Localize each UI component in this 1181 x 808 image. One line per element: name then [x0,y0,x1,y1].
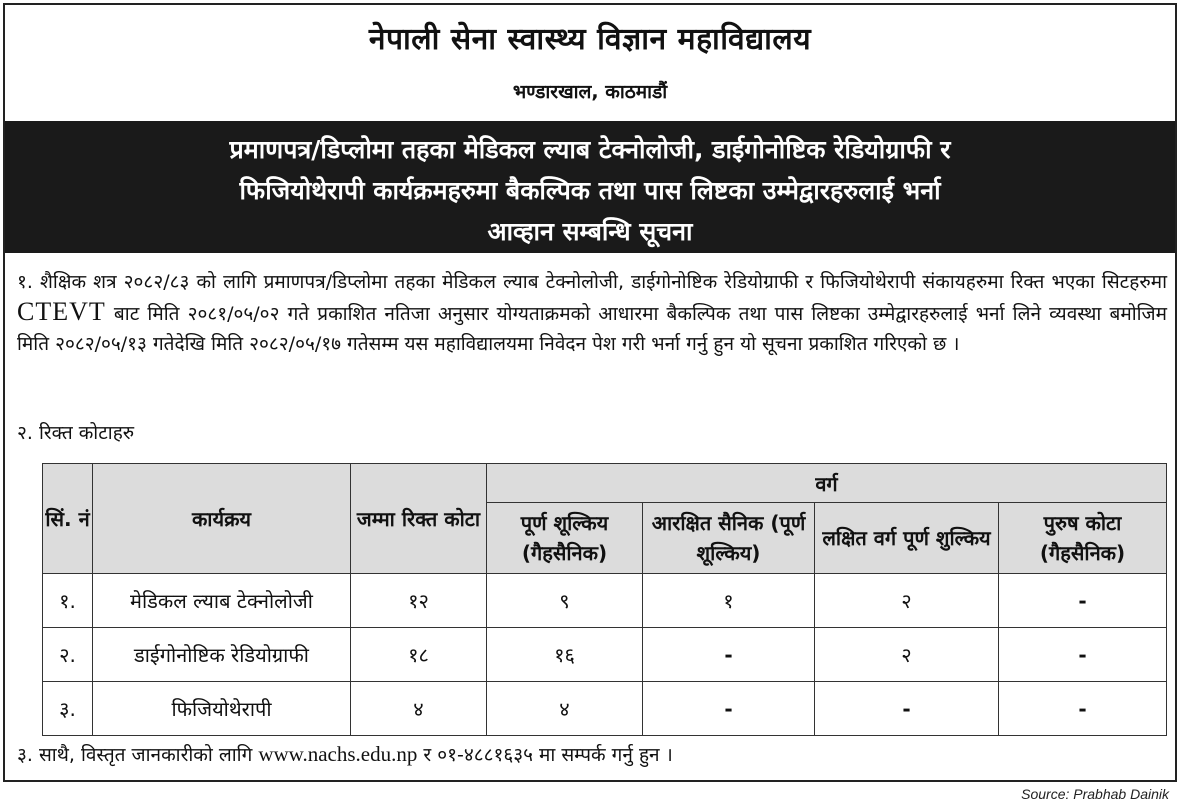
vacancy-table [42,463,1167,736]
header-serial-number: सिं. नं [43,464,93,574]
banner-line-2: फिजियोथेरापी कार्यक्रमहरुमा बैकल्पिक तथा पास लिष्टका उम्मेद्वारहरुलाई भर्ना [239,176,941,205]
paragraph-3 [17,741,673,767]
row-full-fee: ९ [487,574,643,628]
website-link[interactable]: www.nachs.edu.np [258,742,418,766]
row-program: मेडिकल ल्याब टेक्नोलोजी [93,574,351,628]
row-total: १८ [351,628,487,682]
org-name: नेपाली सेना स्वास्थ्य विज्ञान महाविद्यालय [368,22,812,57]
banner-line-1: प्रमाणपत्र/डिप्लोमा तहका मेडिकल ल्याब टेक्नोलोजी, डाईगोनोष्टिक रेडियोग्राफी र [229,135,951,164]
org-address: भण्डारखाल, काठमाडौं [512,81,668,103]
table-row [43,628,1167,682]
notice-frame [3,3,1177,782]
row-total: ४ [351,682,487,736]
row-full-fee: १६ [487,628,643,682]
header-program: कार्यक्रय [93,464,351,574]
row-serial: १. [43,574,93,628]
row-male: - [999,574,1167,628]
header-full-fee: पूर्ण शूल्किय (गैहसैनिक) [487,503,643,574]
row-program: डाईगोनोष्टिक रेडियोग्राफी [93,628,351,682]
header-reserved-military: आरक्षित सैनिक (पूर्ण शूल्किय) [643,503,815,574]
row-male: - [999,628,1167,682]
paragraph-3-end: र ०१-४८८१६३५ मा सम्पर्क गर्नु हुन । [423,744,673,766]
paragraph-1 [17,267,1167,359]
row-total: १२ [351,574,487,628]
row-targeted: २ [815,628,999,682]
table-row [43,574,1167,628]
row-targeted: २ [815,574,999,628]
row-reserved: १ [643,574,815,628]
row-program: फिजियोथेरापी [93,682,351,736]
table-row [43,682,1167,736]
row-serial: ३. [43,682,93,736]
row-serial: २. [43,628,93,682]
row-reserved: - [643,628,815,682]
paragraph-1-end: बाट मिति २०८१/०५/०२ गते प्रकाशित नतिजा अनुसार योग्यताक्रमको आधारमा बैकल्पिक तथा पास लिष्टका उम्मेद्वारहरुलाई भर्ना लिने व्यवस्था बमोजिम मिति २०८२/०५/१३ गतेदेखि मिति २०८२/०५/१७ गतेसम्म यस महाविद्यालयमा निवेदन पेश गरी भर्ना गर्नु हुन यो सूचना प्रकाशित गरिएको छ । [17,303,1167,355]
ctevt-text: CTEVT [17,297,106,326]
source-credit: Source: Prabhab Dainik [1021,786,1169,802]
notice-title-banner [5,121,1175,253]
header-male-quota: पुरुष कोटा (गैहसैनिक) [999,503,1167,574]
header-total-vacancy: जम्मा रिक्त कोटा [351,464,487,574]
paragraph-1-start: १. शैक्षिक शत्र २०८२/८३ को लागि प्रमाणपत्र/डिप्लोमा तहका मेडिकल ल्याब टेक्नोलोजी, डाईगोनोष्टिक रेडियोग्राफी र फिजियोथेरापी संकायहरुमा रिक्त भएका सिटहरुमा [17,271,1167,293]
row-reserved: - [643,682,815,736]
paragraph-2: २. रिक्त कोटाहरु [17,422,135,444]
banner-line-3: आव्हान सम्बन्धि सूचना [487,217,693,246]
row-targeted: - [815,682,999,736]
header-category-group: वर्ग [487,464,1167,503]
row-full-fee: ४ [487,682,643,736]
header-targeted-group: लक्षित वर्ग पूर्ण शुल्किय [815,503,999,574]
row-male: - [999,682,1167,736]
paragraph-3-start: ३. साथै, विस्तृत जानकारीको लागि [17,744,253,766]
